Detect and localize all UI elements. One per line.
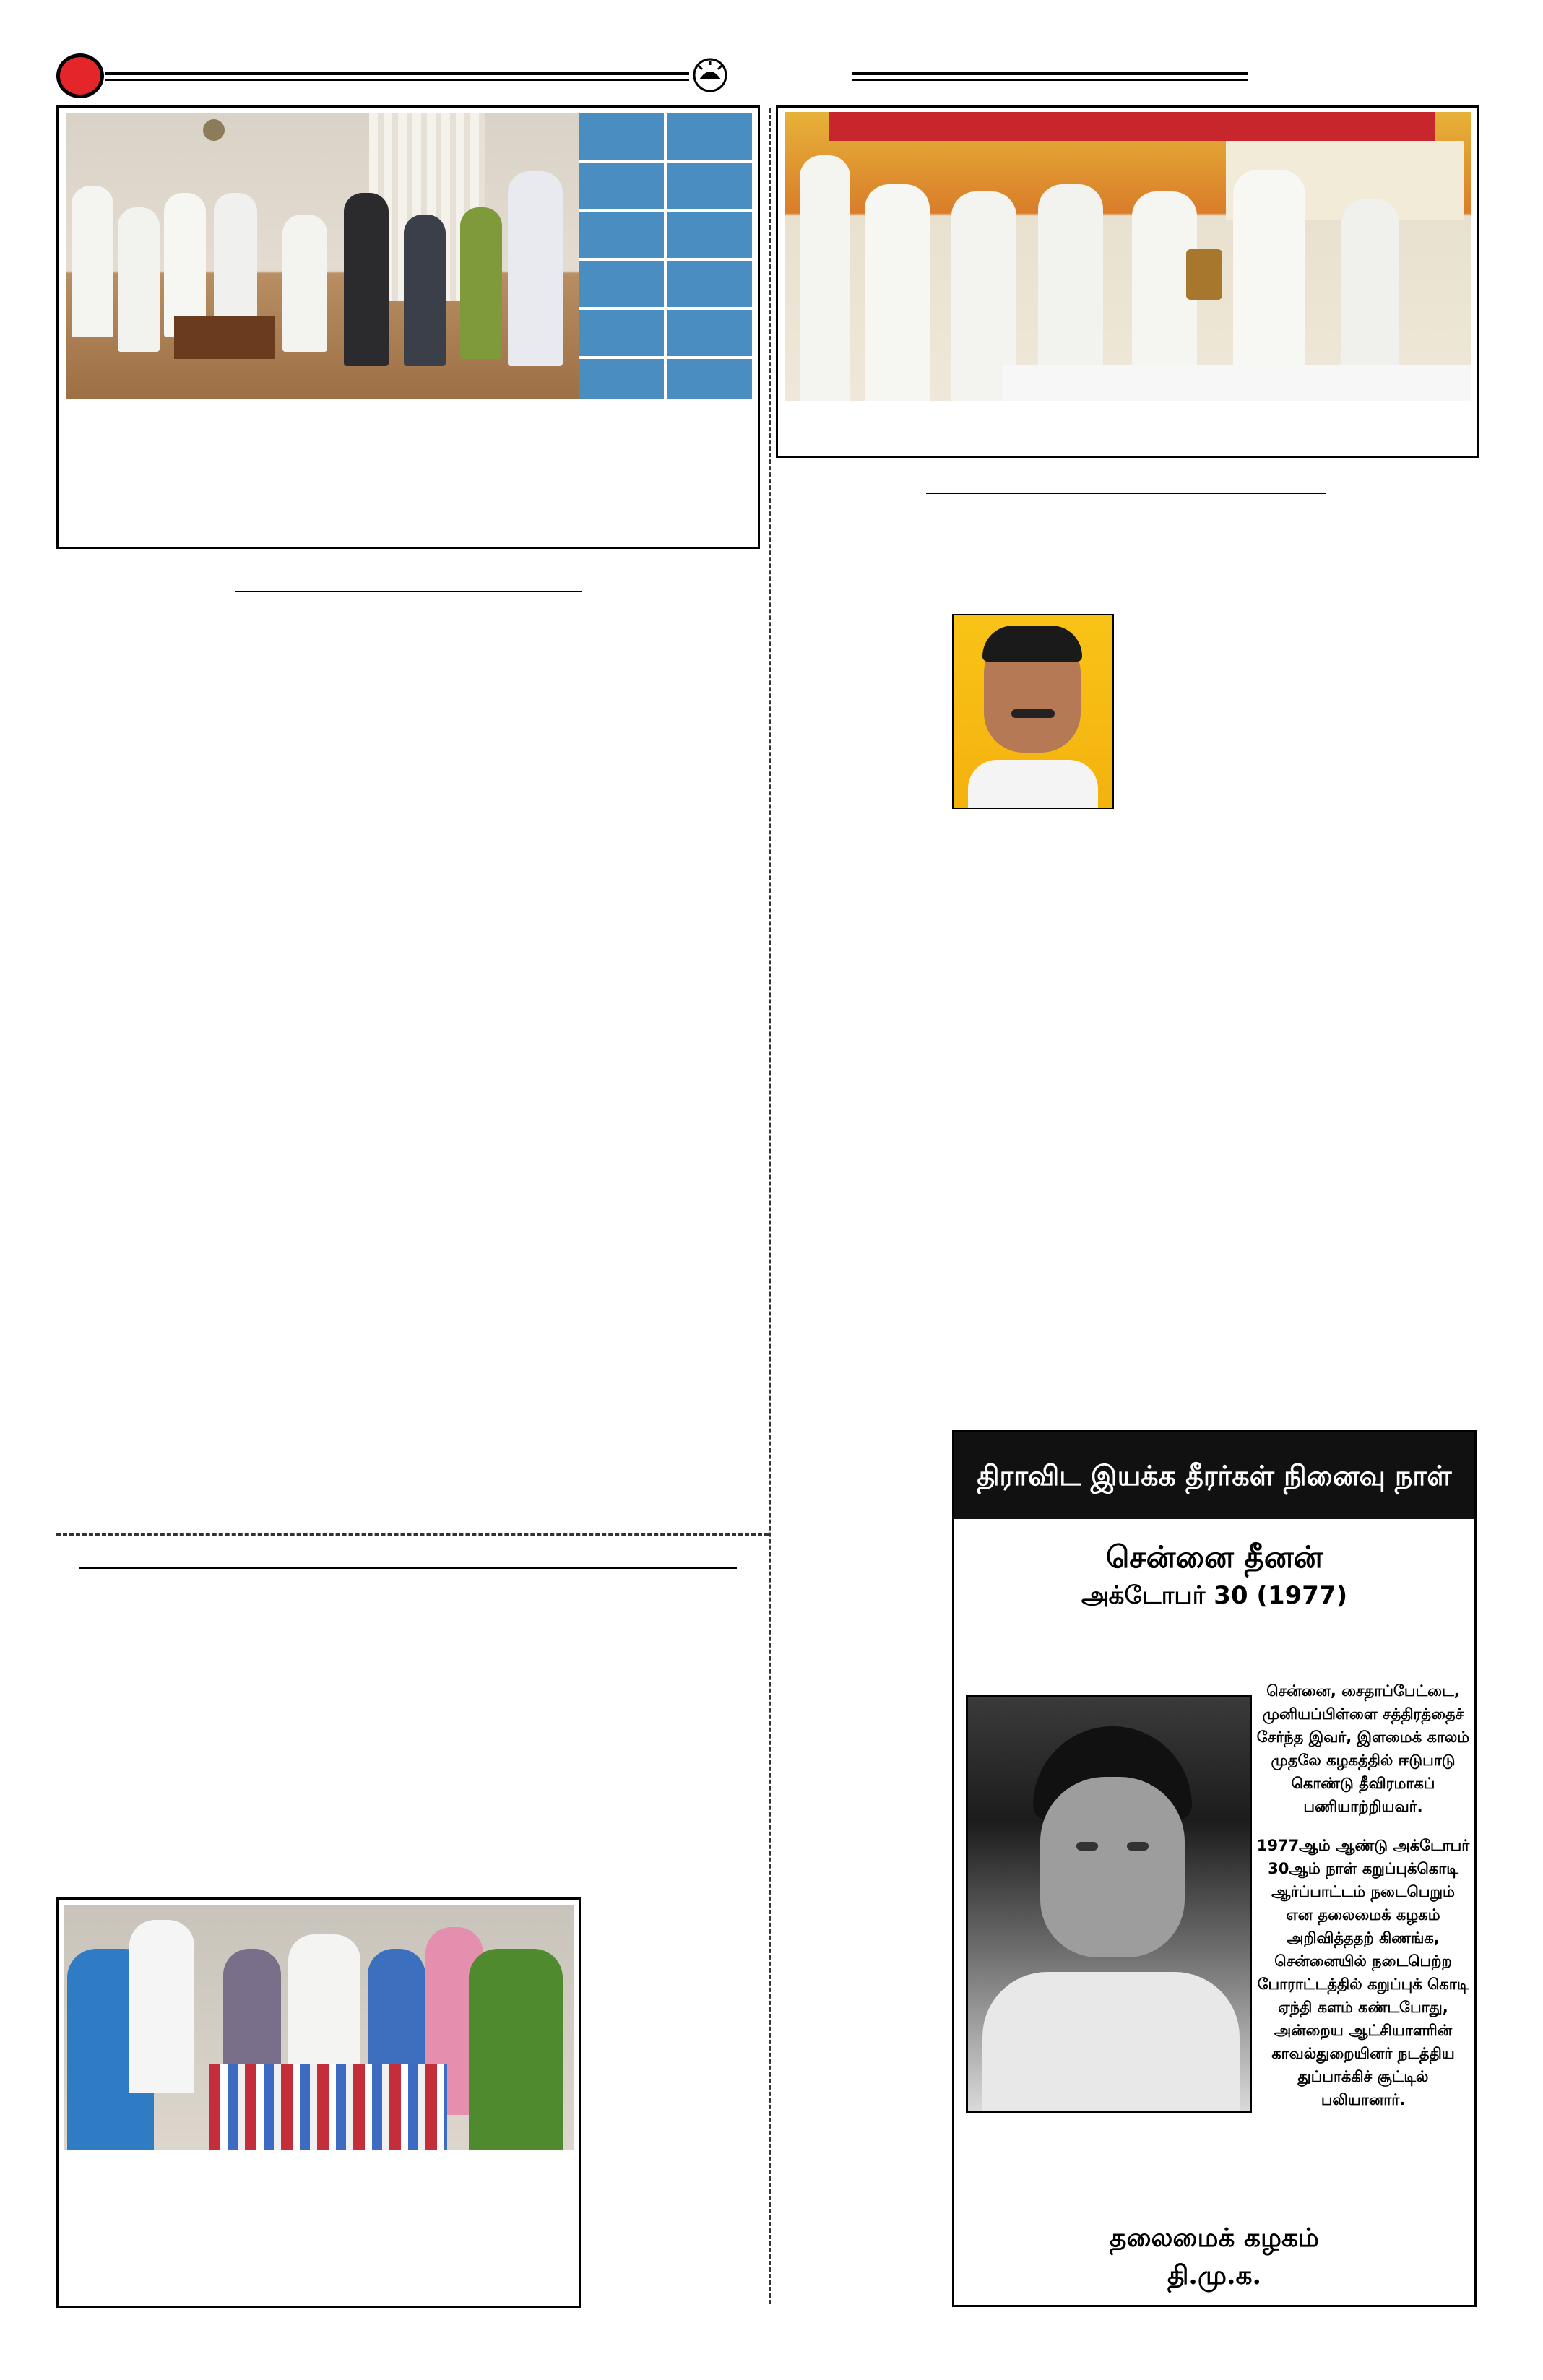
memorial-footer-party: தி.மு.க. (1167, 2260, 1262, 2290)
award-ceremony-photo (785, 112, 1471, 401)
memorial-date: அக்டோபர் 30 (1977) (1081, 1581, 1348, 1610)
left-top-photo-frame (56, 105, 760, 549)
column-divider (769, 108, 771, 2304)
right-section-rule (926, 493, 1326, 494)
memorial-bio-paragraph-2: 1977ஆம் ஆண்டு அக்டோபர் 30ஆம் நாள் கறுப்புக்கொடி ஆர்ப்பாட்டம் நடைபெறும் என தலைமைக் கழகம் அறிவித்ததற் கிணங்க, சென்னையில் நடைபெற்ற போராட்டத்தில் கறுப்புக் கொடி ஏந்தி களம் கண்டபோது, அன்றைய ஆட்சியாளரின் காவல்துறையினர் நடத்திய துப்பாக்கிச் சூட்டில் பலியானார். (1256, 1837, 1470, 2108)
medical-camp-photo (64, 1905, 574, 2150)
memorial-box (952, 1430, 1477, 2307)
memorial-name: சென்னை தீனன் (1105, 1539, 1323, 1575)
memorial-title: திராவிட இயக்க தீரர்கள் நினைவு நாள் (954, 1432, 1474, 1519)
rising-sun-emblem-icon (692, 58, 728, 92)
memorial-portrait-photo (966, 1695, 1252, 2113)
memorial-footer-org: தலைமைக் கழகம் (1110, 2223, 1319, 2253)
memorial-bio-paragraph-1: சென்னை, சைதாப்பேட்டை, முனியப்பிள்ளை சத்திரத்தைச் சேர்ந்த இவர், இளமைக் காலம் முதலே கழகத்தில் ஈடுபாடு கொண்டு தீவிரமாகப் பணியாற்றியவர். (1256, 1682, 1470, 1815)
page-badge (56, 53, 104, 98)
bottom-left-photo-frame (56, 1897, 581, 2308)
memorial-bio (1256, 1679, 1470, 2127)
left-section-rule (235, 591, 582, 592)
section-divider (56, 1533, 769, 1536)
right-top-photo-frame (776, 105, 1479, 458)
header-rule-left (105, 72, 689, 81)
government-event-photo (66, 113, 752, 399)
header-rule-right (852, 72, 1248, 81)
left-lower-rule (79, 1567, 737, 1569)
portrait-photo (952, 614, 1114, 809)
